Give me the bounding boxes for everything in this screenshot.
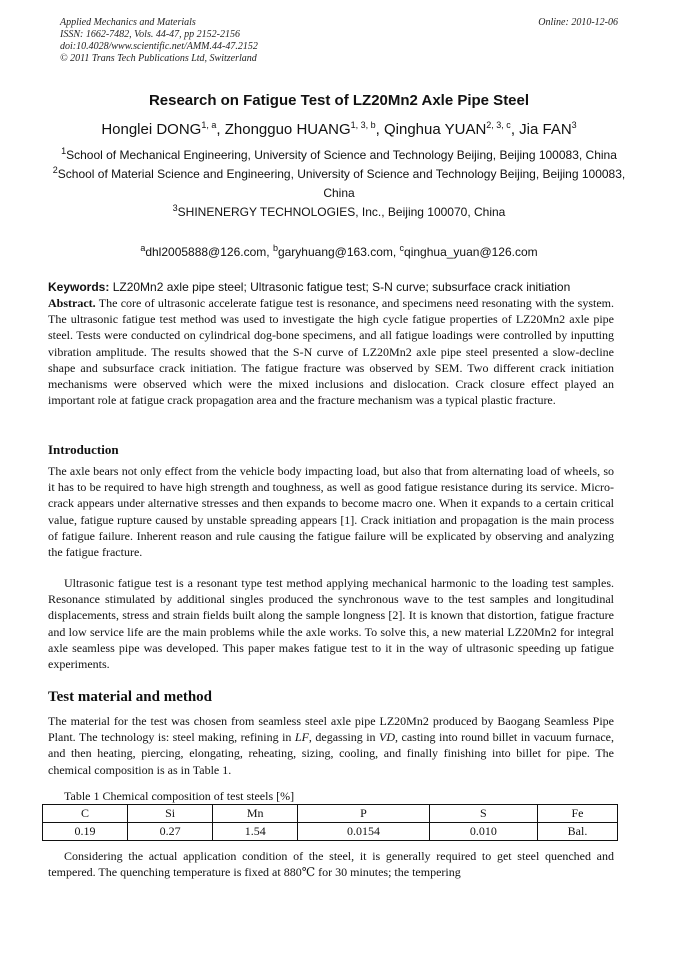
affiliation-2 <box>48 165 630 203</box>
author-name: Jia FAN <box>519 121 572 138</box>
affiliation-text: School of Material Science and Engineering, University of Science and Technology Beijing, Beijing 100083, China <box>57 167 626 200</box>
affiliations <box>48 146 630 222</box>
affiliation-text: SHINENERGY TECHNOLOGIES, Inc., Beijing 100070, China <box>177 205 506 219</box>
method-paragraph-1 <box>48 713 614 778</box>
email-sup: a <box>140 243 146 253</box>
method-text: The material for the test was chosen from seamless steel axle pipe LZ20Mn2 produced by Baogang Seamless Pipe Plant. The technology is: steel making, refining in <box>48 714 614 745</box>
table-cell: 0.010 <box>429 823 537 841</box>
introduction-heading: Introduction <box>48 442 119 457</box>
copyright: © 2011 Trans Tech Publications Ltd, Switzerland <box>60 53 257 64</box>
abstract-text: The core of ultrasonic accelerate fatigue test is resonance, and specimens need resonating with the system. The ultrasonic fatigue test method was used to investigate the high cycle fatigue properties of LZ20Mn2 axle pipe steel. Tests were conducted on cylindrical dog-bone specimens, and all fatigue loadings were controlled by inputting vibration amplitude. The results showed that the S-N curve of LZ20Mn2 axle pipe steel presented a slow-decline shape and subsurface crack initiation. The fatigue fracture was observed by SEM. Two different crack initiation mechanisms were observed which were the mixed inclusions and dislocation. Crack closure effect played an important role at fatigue crack propagation area and the fracture mechanism was a typical plastic fracture. <box>48 296 614 408</box>
doi: doi:10.4028/www.scientific.net/AMM.44-47.2152 <box>60 41 258 52</box>
affiliation-1 <box>48 146 630 165</box>
composition-table <box>42 804 618 841</box>
table-header-cell: Fe <box>538 805 618 823</box>
author-sep: , <box>216 121 225 138</box>
email-sup: b <box>272 243 278 253</box>
table-header-cell: C <box>43 805 128 823</box>
email-sep: , <box>392 245 400 259</box>
journal-name: Applied Mechanics and Materials <box>60 17 196 28</box>
author-list <box>0 121 678 138</box>
email-sup: c <box>399 243 405 253</box>
method-text: , degassing in <box>308 730 380 745</box>
table-header-row <box>43 805 618 823</box>
table-header-cell: P <box>298 805 429 823</box>
author-name: Zhongguo HUANG <box>224 121 351 138</box>
author-name: Honglei DONG <box>101 121 202 138</box>
author-sup: 3 <box>571 120 577 130</box>
paper-title: Research on Fatigue Test of LZ20Mn2 Axle Pipe Steel <box>148 92 530 109</box>
keywords <box>48 280 630 294</box>
table-cell: 0.19 <box>43 823 128 841</box>
author-emails <box>0 245 678 259</box>
online-date: Online: 2010-12-06 <box>538 17 618 28</box>
author-sup: 2, 3, c <box>486 120 511 130</box>
table-cell: 1.54 <box>213 823 298 841</box>
author-sep: , <box>510 121 520 138</box>
method-paragraph-2: Considering the actual application condition of the steel, it is generally required to get steel quenched and tempered. The quenching temperature is fixed at 880℃ for 30 minutes; the tempering <box>48 849 614 880</box>
table-caption: Table 1 Chemical composition of test steels [%] <box>64 789 295 803</box>
author-sep: , <box>375 121 384 138</box>
affiliation-text: School of Mechanical Engineering, University of Science and Technology Beijing, Beijing 100083, China <box>66 148 617 162</box>
keywords-label: Keywords: <box>48 280 110 294</box>
method-lf: LF <box>294 730 309 745</box>
abstract-label: Abstract. <box>48 296 96 310</box>
method-heading: Test material and method <box>48 689 213 705</box>
table-header-cell: Mn <box>213 805 298 823</box>
affiliation-sup: 1 <box>61 146 67 156</box>
method-vd: VD <box>379 730 396 745</box>
table-cell: Bal. <box>538 823 618 841</box>
table-row <box>43 823 618 841</box>
affiliation-3 <box>48 203 630 222</box>
keywords-text: LZ20Mn2 axle pipe steel; Ultrasonic fatigue test; S-N curve; subsurface crack initiation <box>109 280 571 294</box>
journal-header <box>60 17 618 65</box>
email: dhl2005888@126.com <box>145 245 267 259</box>
introduction-paragraph-1: The axle bears not only effect from the vehicle body impacting load, but also that from alternating load of wheels, so it has to be required to have high strength and toughness, as well as good fatigue resistance during its service. Micro-crack appears under alternative stresses and then expands to become macro one. When it expands to a certain critical value, fatigue rupture caused by unstable spreading appears [1]. Crack initiation and propagation is the main process of fatigue failure. Inherent reason and rule causing the fatigue failure will be explicated by observing and analyzing the fatigue fracture. <box>48 464 614 560</box>
email: qinghua_yuan@126.com <box>404 245 538 259</box>
introduction-paragraph-2: Ultrasonic fatigue test is a resonant type test method applying mechanical harmonic to the loading test samples. Resonance stimulated by additional singles produced the synchronous wave to the test samples and longitudinal displacements, stress and strain fields built along the sample longness [2]. It is known that distortion, fatigue fracture and low service life are the main problems while the axle works. To solve this, a new material LZ20Mn2 for integral axle seamless pipe was developed. This paper makes fatigue test to it in the way of ultrasonic speeding up fatigue experiments. <box>48 576 614 672</box>
abstract <box>48 295 614 408</box>
author-sup: 1, 3, b <box>350 120 376 130</box>
author-sup: 1, a <box>201 120 217 130</box>
email-sep: , <box>266 245 273 259</box>
table-cell: 0.0154 <box>298 823 429 841</box>
table-header-cell: Si <box>128 805 213 823</box>
issn: ISSN: 1662-7482, Vols. 44-47, pp 2152-2156 <box>60 29 240 40</box>
affiliation-sup: 3 <box>172 203 178 213</box>
author-name: Qinghua YUAN <box>384 121 487 138</box>
table-header-cell: S <box>429 805 537 823</box>
table-cell: 0.27 <box>128 823 213 841</box>
affiliation-sup: 2 <box>52 165 58 175</box>
email: garyhuang@163.com <box>277 245 393 259</box>
method-text: , casting into round billet in vacuum furnace, and then heating, piercing, elongating, reheating, sizing, cooling, and finally finishing into billet for pipe. The chemical composition is as in Table 1. <box>48 730 614 777</box>
